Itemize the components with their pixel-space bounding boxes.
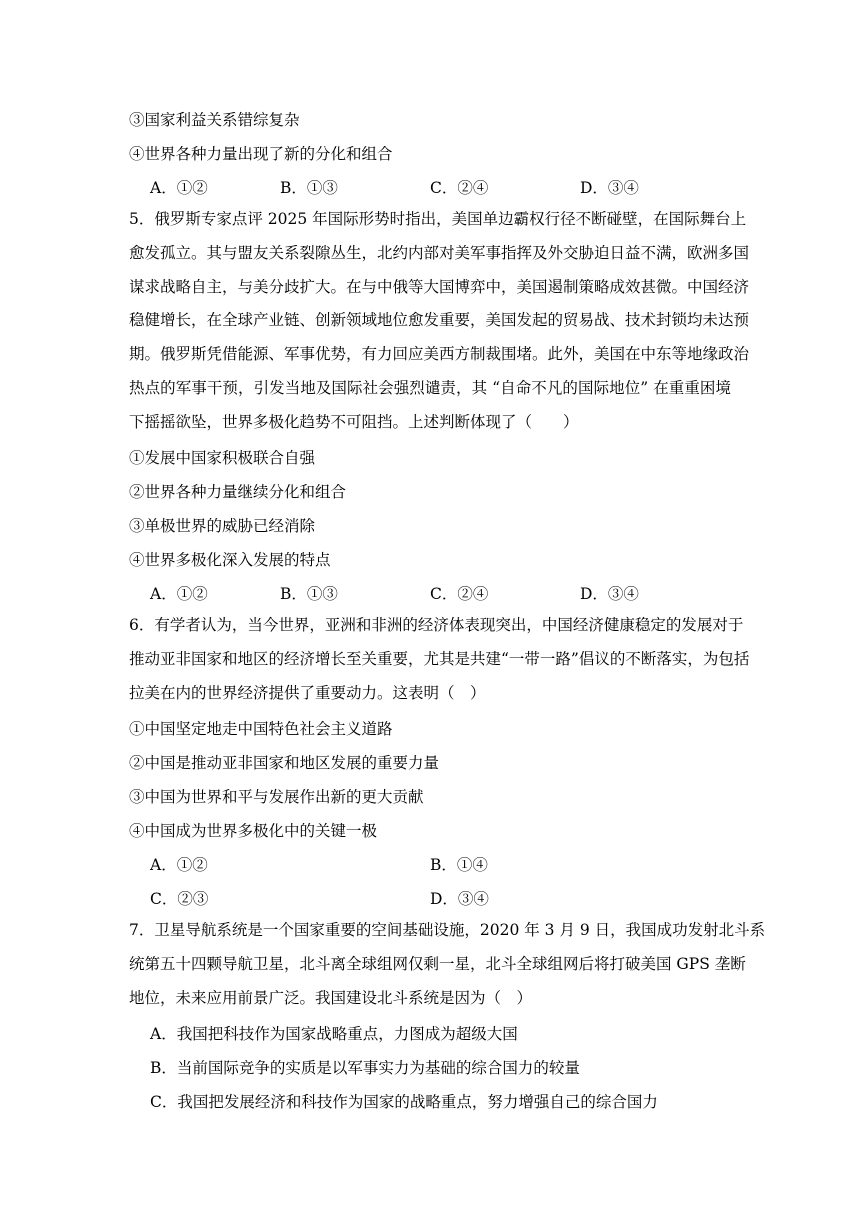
- q6-option-d: D．③④: [430, 890, 489, 908]
- q4-option-b: B．①③: [280, 179, 338, 197]
- q6-item-4: ④中国成为世界多极化中的关键一极: [129, 822, 378, 840]
- q6-item-2: ②中国是推动亚非国家和地区发展的重要力量: [129, 754, 440, 772]
- q4-item-3: ③国家利益关系错综复杂: [129, 111, 300, 129]
- q6-option-b: B．①④: [430, 856, 488, 874]
- q6-option-a: A．①②: [150, 856, 208, 874]
- q4-option-d: D．③④: [580, 179, 639, 197]
- q5-stem-line: 稳健增长，在全球产业链、创新领域地位愈发重要，美国发起的贸易战、技术封锁均未达预: [129, 311, 750, 330]
- q7-stem: [129, 914, 766, 1015]
- q4-item-4: ④世界各种力量出现了新的分化和组合: [129, 145, 393, 163]
- q6-stem: [129, 609, 750, 710]
- q7-stem-line: 地位，未来应用前景广泛。我国建设北斗系统是因为（ ）: [129, 988, 533, 1007]
- q5-stem-line: 谋求战略自主，与美分歧扩大。在与中俄等大国博弈中，美国遏制策略成效甚微。中国经济: [129, 277, 750, 296]
- q5-stem-line: 下摇摇欲坠，世界多极化趋势不可阻挡。上述判断体现了（ ）: [129, 412, 579, 431]
- q5-option-b: B．①③: [280, 585, 338, 603]
- q7-option-b: B．当前国际竞争的实质是以军事实力为基础的综合国力的较量: [150, 1059, 580, 1077]
- q6-stem-line: 推动亚非国家和地区的经济增长至关重要，尤其是共建“一带一路”倡议的不断落实，为包括: [129, 649, 750, 668]
- q5-item-2: ②世界各种力量继续分化和组合: [129, 483, 347, 501]
- q5-option-a: A．①②: [150, 585, 208, 603]
- q5-option-c: C．②④: [430, 585, 489, 603]
- q7-option-c: C．我国把发展经济和科技作为国家的战略重点，努力增强自己的综合国力: [150, 1093, 658, 1111]
- q7-option-a: A．我国把科技作为国家战略重点，力图成为超级大国: [150, 1025, 518, 1043]
- q5-stem: [129, 203, 750, 440]
- q5-stem-line: 热点的军事干预，引发当地及国际社会强烈谴责，其 “自命不凡的国际地位” 在重重困境: [129, 378, 731, 397]
- q5-item-4: ④世界多极化深入发展的特点: [129, 551, 331, 569]
- q4-option-c: C．②④: [430, 179, 489, 197]
- q5-stem-line: 愈发孤立。其与盟友关系裂隙丛生，北约内部对美军事指挥及外交胁迫日益不满，欧洲多国: [129, 243, 750, 262]
- q6-item-1: ①中国坚定地走中国特色社会主义道路: [129, 720, 393, 738]
- q4-option-a: A．①②: [150, 179, 208, 197]
- q5-item-3: ③单极世界的威胁已经消除: [129, 517, 316, 535]
- q5-item-1: ①发展中国家积极联合自强: [129, 449, 316, 467]
- q7-stem-line: 统第五十四颗导航卫星，北斗离全球组网仅剩一星，北斗全球组网后将打破美国 GPS 垄断: [129, 954, 746, 973]
- q5-stem-line: 期。俄罗斯凭借能源、军事优势，有力回应美西方制裁围堵。此外，美国在中东等地缘政治: [129, 345, 750, 364]
- q6-stem-line: 6．有学者认为，当今世界，亚洲和非洲的经济体表现突出，中国经济健康稳定的发展对于: [129, 616, 744, 634]
- q6-item-3: ③中国为世界和平与发展作出新的更大贡献: [129, 788, 424, 806]
- q5-option-d: D．③④: [580, 585, 639, 603]
- q6-stem-line: 拉美在内的世界经济提供了重要动力。这表明（ ）: [129, 683, 486, 702]
- q6-option-c: C．②③: [150, 890, 209, 908]
- q5-stem-line: 5．俄罗斯专家点评 2025 年国际形势时指出，美国单边霸权行径不断碰壁，在国际舞台上: [129, 210, 747, 228]
- q7-stem-line: 7．卫星导航系统是一个国家重要的空间基础设施，2020 年 3 月 9 日，我国成功发射北斗系: [129, 921, 766, 939]
